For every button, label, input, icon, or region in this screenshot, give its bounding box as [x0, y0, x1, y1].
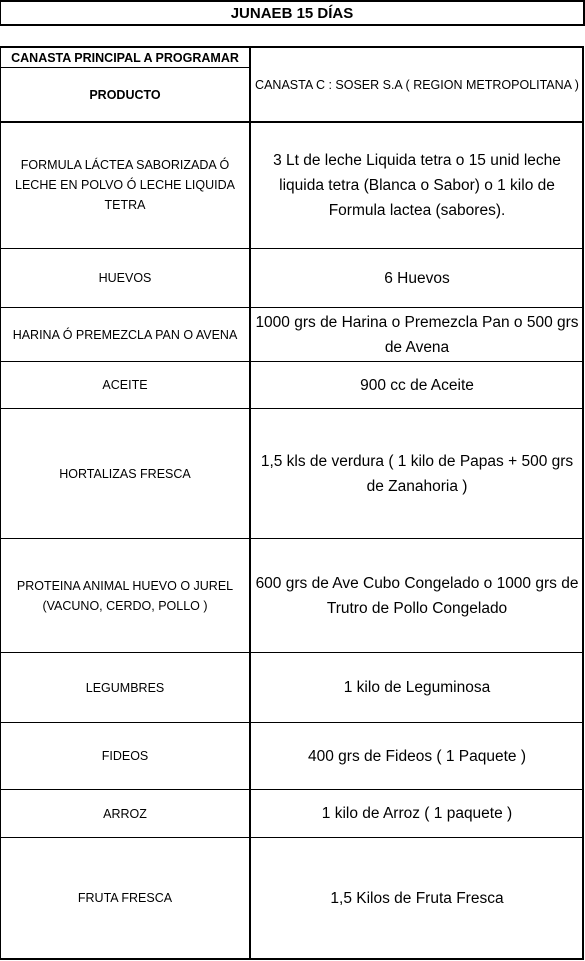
table-row-product: HORTALIZAS FRESCA	[59, 466, 191, 481]
header-basket-provider: CANASTA C : SOSER S.A ( REGION METROPOLITANA )	[255, 77, 579, 92]
table-row-product: HUEVOS	[98, 271, 152, 285]
document-title-text: JUNAEB 15 DÍAS	[230, 4, 354, 22]
table-row-amount: 3 Lt de leche Liquida tetra o 15 unid leche liquida tetra (Blanca o Sabor) o 1 kilo de Formula lactea (sabores).	[273, 151, 561, 219]
table-row-product: FIDEOS	[101, 749, 149, 763]
table-row-amount: 1 kilo de Leguminosa	[343, 679, 491, 696]
table-row-product: FRUTA FRESCA	[77, 891, 173, 905]
table-row-amount: 400 grs de Fideos ( 1 Paquete )	[308, 747, 526, 765]
table-row-amount: 1000 grs de Harina o Premezcla Pan o 500 grs de Avena	[255, 313, 579, 356]
table-row-product: ARROZ	[103, 806, 147, 821]
table-row-amount: 900 cc de Aceite	[360, 376, 474, 394]
table-row-amount: 1 kilo de Arroz ( 1 paquete )	[321, 805, 513, 822]
basket-table	[0, 46, 584, 960]
header-main-basket: CANASTA PRINCIPAL A PROGRAMAR	[1, 48, 249, 68]
table-row-amount: 1,5 kls de verdura ( 1 kilo de Papas + 500 grs de Zanahoria )	[260, 452, 574, 495]
table-row-product: PROTEINA ANIMAL HUEVO O JUREL (VACUNO, CERDO, POLLO )	[16, 578, 234, 613]
table-row-product: LEGUMBRES	[85, 680, 165, 695]
table-row-amount: 600 grs de Ave Cubo Congelado o 1000 grs de Trutro de Pollo Congelado	[255, 574, 579, 617]
table-row-product: HARINA Ó PREMEZCLA PAN O AVENA	[12, 327, 238, 342]
header-product: PRODUCTO	[89, 88, 161, 102]
table-row-amount: 1,5 Kilos de Fruta Fresca	[330, 889, 504, 907]
table-row-product: FORMULA LÁCTEA SABORIZADA Ó LECHE EN POLVO Ó LECHE LIQUIDA TETRA	[15, 158, 235, 212]
document-title	[0, 0, 585, 26]
table-row-product: ACEITE	[102, 378, 148, 392]
table-row-amount: 6 Huevos	[384, 269, 450, 287]
